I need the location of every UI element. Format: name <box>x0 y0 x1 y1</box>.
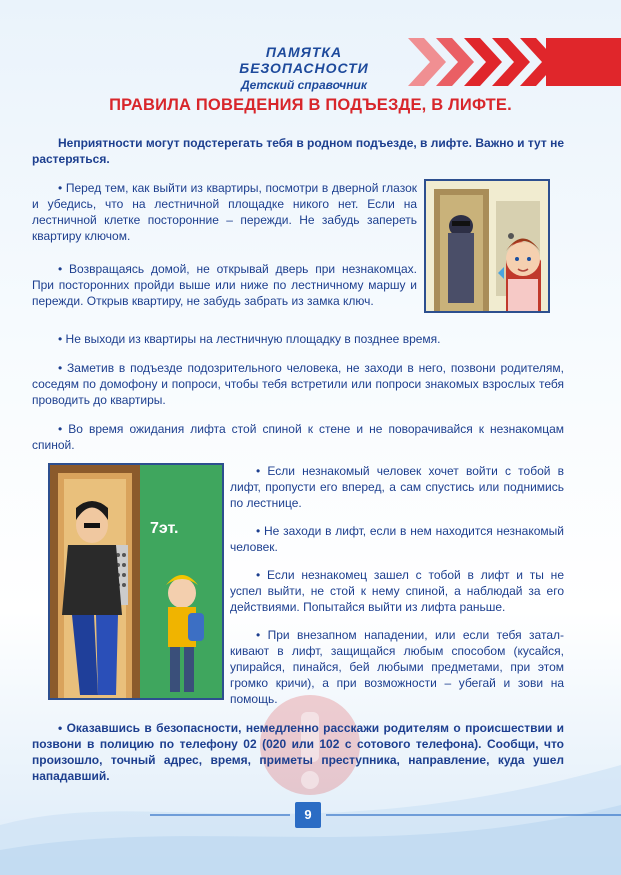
paragraph-1: • Перед тем, как выйти из квартиры, посмотри в дверной глазок и убедись, что на лестничной площадке никого нет. Если на лестничной клетке посторонние – пережди. Не забудь запереть квартиру ключом. <box>32 181 417 243</box>
paragraph-2: • Возвращаясь домой, не открывай дверь при незнакомцах. При посторонних пройди выше или ниже по лестничному маршу и пережди. Открыв квартиру, не забудь забрать из замка ключ. <box>32 262 417 308</box>
paragraph-9: • При внезапном нападении, или если тебя затал-кивают в лифт, защищайся любым способом (кусайся, упирайся, пинайся, бей любыми предметами, при этом громко кричи), а при возможности – убегай и зови на помощь. <box>230 628 564 706</box>
paragraph-3: • Не выходи из квартиры на лестничную площадку в позднее время. <box>58 332 441 346</box>
floor-sign: 7эт. <box>150 520 179 537</box>
page-number: 9 <box>295 802 321 828</box>
paragraph-5: • Во время ожидания лифта стой спиной к стене и не поворачивайся к незнакомцам спиной. <box>32 422 564 452</box>
page-rule-right <box>326 814 621 816</box>
page-title: ПРАВИЛА ПОВЕДЕНИЯ В ПОДЪЕЗДЕ, В ЛИФТЕ. <box>109 96 512 114</box>
paragraph-8: • Если незнакомец зашел с тобой в лифт и ты не успел выйти, не стой к нему спиной, а наблюдай за его действиями. Попытайся выйти из лифта раньше. <box>230 568 564 614</box>
header <box>210 44 398 92</box>
paragraph-7: • Не заходи в лифт, если в нем находится незнакомый человек. <box>230 524 564 554</box>
header-subtitle: Детский справочник <box>241 78 367 92</box>
chevron-decoration <box>400 38 621 86</box>
closing-paragraph: • Оказавшись в безопасности, немедленно расскажи родителям о происшествии и позвони в полицию по телефону 02 (020 или 102 с сотового телефона). Сообщи, что произошло, точный адрес, время, приметы преступника, направление, куда ушел нападавший. <box>32 721 564 783</box>
header-title: ПАМЯТКА БЕЗОПАСНОСТИ <box>239 44 369 76</box>
paragraph-4: • Заметив в подъезде подозрительного человека, не заходи в него, позвони родителям, соседям по домофону и попроси, чтобы тебя встретили или попроси знакомых взрослых тебя проводить до квартиры. <box>32 361 564 407</box>
intro-paragraph: Неприятности могут подстерегать тебя в родном подъезде, в лифте. Важно и тут не растеряться. <box>32 136 564 166</box>
page-rule-left <box>150 814 290 816</box>
stranger-illustration <box>424 179 550 313</box>
paragraph-6: • Если незнакомый человек хочет войти с тобой в лифт, пропусти его вперед, а сам спустись или поднимись по лестнице. <box>230 464 564 510</box>
elevator-illustration <box>48 463 224 700</box>
